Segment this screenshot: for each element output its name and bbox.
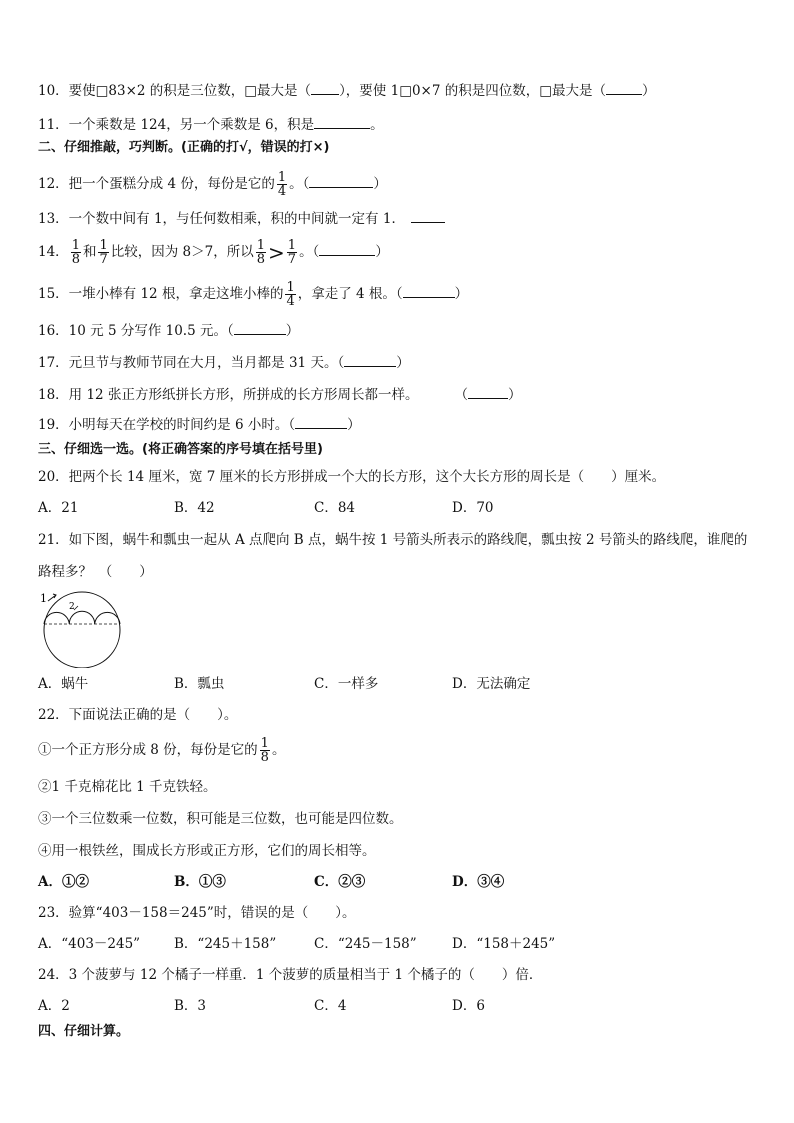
option-c[interactable]: C．一样多 <box>314 676 379 692</box>
q11-text-a: 11．一个乘数是 124，另一个乘数是 6，积是 <box>38 117 315 133</box>
option-a[interactable]: A．“403－245” <box>38 936 141 952</box>
q22-statement-3: ③一个三位数乘一位数，积可能是三位数，也可能是四位数。 <box>38 811 403 827</box>
fraction <box>71 239 81 266</box>
q16-text-b: ） <box>285 323 300 339</box>
q17-text-b: ） <box>396 355 410 371</box>
fraction <box>256 239 266 266</box>
fraction <box>287 239 297 266</box>
answer-blank[interactable] <box>411 208 445 223</box>
option-d[interactable]: D．6 <box>452 998 485 1014</box>
q17-text-a: 17．元旦节与教师节同在大月，当月都是 31 天。（ <box>38 355 345 371</box>
numerator: 1 <box>287 238 297 253</box>
question-22: 22．下面说法正确的是（ ）。 <box>38 707 238 723</box>
option-d[interactable]: D．无法确定 <box>452 676 531 692</box>
question-12 <box>38 168 387 200</box>
q18-text-a: 18．用 12 张正方形纸拼长方形，所拼成的长方形周长都一样。 <box>38 387 419 403</box>
denominator: 8 <box>71 252 80 267</box>
numerator: 1 <box>99 238 108 253</box>
question-23: 23．验算“403－158＝245”时，错误的是（ ）。 <box>38 905 356 921</box>
question-10 <box>38 80 655 101</box>
answer-blank[interactable] <box>309 173 373 188</box>
denominator: 4 <box>277 184 287 199</box>
q22-statement-2: ②1 千克棉花比 1 千克铁轻。 <box>38 779 217 795</box>
option-b[interactable]: B．瓢虫 <box>174 676 225 692</box>
statement-1-end: 。 <box>271 742 286 758</box>
option-a[interactable]: A．蜗牛 <box>38 676 89 692</box>
answer-blank[interactable] <box>311 80 339 95</box>
q22-statement-1 <box>38 734 285 766</box>
question-18 <box>38 384 521 405</box>
question-24: 24．3 个菠萝与 12 个橘子一样重．1 个菠萝的质量相当于 1 个橘子的（ ）倍． <box>38 967 543 983</box>
q19-text-b: ） <box>347 417 361 433</box>
snail-ladybug-path-diagram <box>38 588 128 668</box>
question-16 <box>38 320 299 341</box>
option-a[interactable]: A．①② <box>38 874 89 890</box>
q14-text-b: 和 <box>82 244 97 260</box>
question-21-line2: 路程多？ （ ） <box>38 564 153 580</box>
option-d[interactable]: D．70 <box>452 500 494 516</box>
fraction <box>285 281 295 308</box>
option-c[interactable]: C．“245－158” <box>314 936 417 952</box>
numerator: 1 <box>277 170 287 185</box>
q14-text-e: ） <box>375 244 389 260</box>
answer-blank[interactable] <box>319 241 375 256</box>
numerator: 1 <box>256 238 266 253</box>
question-17 <box>38 352 410 373</box>
fraction <box>277 171 287 198</box>
question-13 <box>38 208 445 229</box>
section-heading-3: 三、仔细选一选。(将正确答案的序号填在括号里) <box>38 442 323 457</box>
fraction <box>98 239 108 266</box>
denominator: 7 <box>99 252 108 267</box>
answer-blank[interactable] <box>234 320 286 335</box>
answer-blank[interactable] <box>295 414 347 429</box>
option-b[interactable]: B．3 <box>174 998 207 1014</box>
q14-text-c: 比较，因为 8＞7，所以 <box>110 244 254 260</box>
denominator: 8 <box>256 252 266 267</box>
large-circle <box>44 592 120 668</box>
option-a[interactable]: A．21 <box>38 500 79 516</box>
question-15 <box>38 278 468 310</box>
answer-blank[interactable] <box>468 384 508 399</box>
q14-text-d: 。（ <box>299 244 320 260</box>
answer-blank[interactable] <box>403 283 455 298</box>
denominator: 4 <box>286 294 295 309</box>
answer-blank[interactable] <box>314 114 370 129</box>
q12-text-a: 12．把一个蛋糕分成 4 份，每份是它的 <box>38 176 275 192</box>
q22-statement-4: ④用一根铁丝，围成长方形或正方形，它们的周长相等。 <box>38 843 376 859</box>
arrow-label-1: 1 <box>40 592 47 605</box>
q14-number: 14． <box>38 244 69 260</box>
q12-text-b: 。（ <box>289 176 310 192</box>
question-11 <box>38 114 384 135</box>
question-19 <box>38 414 361 435</box>
option-c[interactable]: C．②③ <box>314 874 366 890</box>
fraction <box>260 737 270 764</box>
section-heading-2: 二、仔细推敲，巧判断。(正确的打√，错误的打×) <box>38 140 330 155</box>
q15-text-a: 15．一堆小棒有 12 根，拿走这堆小棒的 <box>38 286 284 302</box>
arrow-label-2: 2 <box>69 602 75 612</box>
q11-text-b: 。 <box>370 117 384 133</box>
option-c[interactable]: C．4 <box>314 998 347 1014</box>
statement-1-text: ①一个正方形分成 8 份，每份是它的 <box>38 742 258 758</box>
option-d[interactable]: D．“158＋245” <box>452 936 556 952</box>
answer-blank[interactable] <box>344 352 396 367</box>
answer-blank[interactable] <box>606 80 642 95</box>
q10-text-b: ），要使 1□0×7 的积是四位数，□最大是（ <box>339 83 606 99</box>
question-20: 20．把两个长 14 厘米，宽 7 厘米的长方形拼成一个大的长方形，这个大长方形的周长是（ ）厘米。 <box>38 469 666 485</box>
greater-than-sign: > <box>268 240 285 265</box>
numerator: 1 <box>71 238 80 253</box>
q12-text-c: ） <box>373 176 387 192</box>
q15-text-c: ） <box>454 286 469 302</box>
option-b[interactable]: B．42 <box>174 500 215 516</box>
question-14 <box>38 236 389 269</box>
q18-text-b: （ <box>454 387 468 403</box>
numerator: 1 <box>286 280 295 295</box>
section-heading-4: 四、仔细计算。 <box>38 1024 130 1039</box>
q10-text-a: 10．要使□83×2 的积是三位数，□最大是（ <box>38 83 312 99</box>
option-d[interactable]: D．③④ <box>452 874 505 890</box>
option-a[interactable]: A．2 <box>38 998 70 1014</box>
option-c[interactable]: C．84 <box>314 500 356 516</box>
q19-text-a: 19．小明每天在学校的时间约是 6 小时。（ <box>38 417 296 433</box>
numerator: 1 <box>260 736 269 751</box>
option-b[interactable]: B．“245＋158” <box>174 936 277 952</box>
option-b[interactable]: B．①③ <box>174 874 226 890</box>
q16-text-a: 16．10 元 5 分写作 10.5 元。（ <box>38 323 234 339</box>
q10-text-c: ） <box>641 83 656 99</box>
q15-text-b: ，拿走了 4 根。（ <box>297 286 403 302</box>
small-semicircles-path <box>44 611 120 624</box>
q13-text: 13．一个数中间有 1，与任何数相乘，积的中间就一定有 1． <box>38 211 405 227</box>
question-21-line1: 21．如下图，蜗牛和瓢虫一起从 A 点爬向 B 点，蜗牛按 1 号箭头所表示的路线爬，瓢虫按 2 号箭头的路线爬，谁爬的 <box>38 532 748 548</box>
denominator: 7 <box>287 252 297 267</box>
denominator: 8 <box>260 750 269 765</box>
q18-text-c: ） <box>507 387 522 403</box>
